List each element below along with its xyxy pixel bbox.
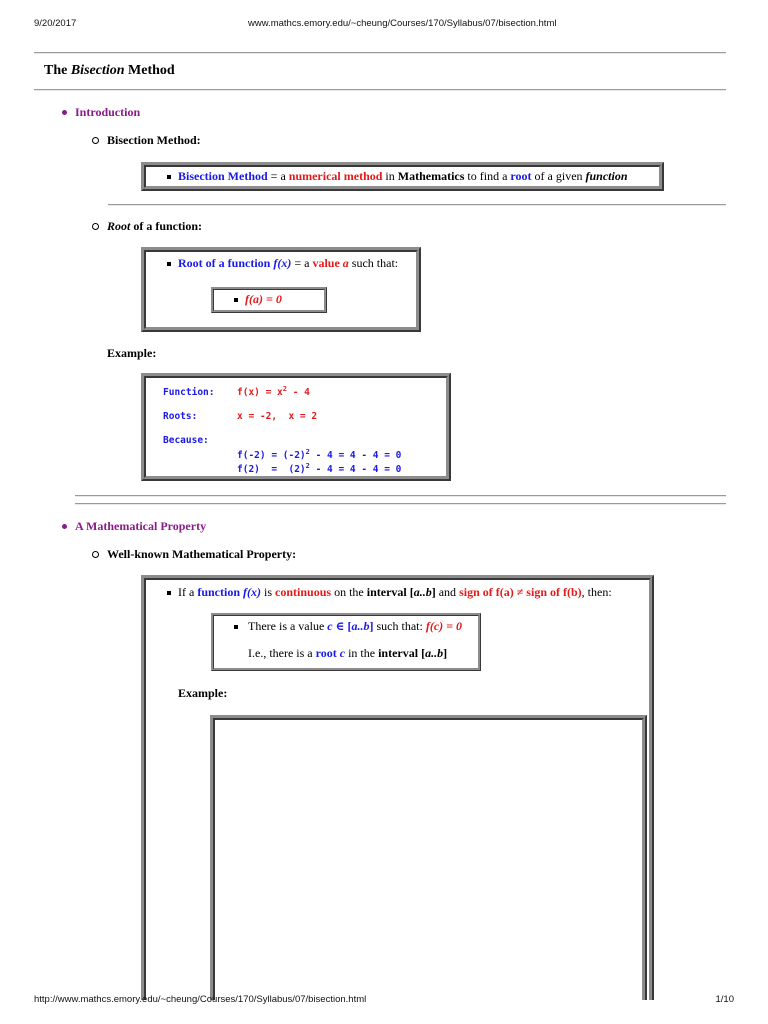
title-divider (34, 52, 726, 54)
bullet-circle-icon (92, 551, 99, 558)
because-line-1: $f(-2) = (-2)^2 - 4 = 4 - 4 = 0$ (237, 448, 402, 461)
root-condition-text: f(a) = 0 (245, 292, 282, 306)
function-label: Function: (163, 387, 215, 398)
property-example-figure (210, 715, 647, 1000)
property-heading: Well-known Mathematical Property: (107, 547, 297, 561)
root-definition-box (141, 247, 421, 332)
section-divider-2 (75, 503, 726, 505)
property-box (141, 575, 654, 1000)
bullet-circle-icon (92, 223, 99, 230)
page-number: 1/10 (715, 994, 734, 1005)
bisection-definition-text: Bisection Method = a numerical method in Mathematics to find a root of a given function (178, 169, 628, 183)
property-conclusion-line-2: I.e., there is a root c in the interval [a..b] (248, 646, 448, 660)
property-statement: If a function f(x) is continuous on the interval [a..b] and sign of f(a) ≠ sign of f(b), then: (178, 585, 612, 599)
example-code-box (141, 373, 451, 481)
root-definition-text: Root of a function f(x) = a value a such that: (178, 256, 399, 270)
because-label: Because: (163, 435, 209, 446)
bisection-heading: Bisection Method: (107, 133, 201, 147)
intro-divider (108, 204, 726, 206)
section-introduction-link[interactable]: Introduction (75, 105, 141, 119)
function-value: $f(x) = x^2 - 4$ (237, 385, 310, 398)
bullet-square-icon (234, 625, 238, 629)
print-footer (0, 994, 768, 1008)
bullet-square-icon (167, 262, 171, 266)
because-line-2: $f(2) = (2)^2 - 4 = 4 - 4 = 0$ (237, 462, 402, 475)
print-header (0, 18, 768, 32)
property-example-heading: Example: (178, 686, 228, 700)
bullet-disc-icon (62, 110, 67, 115)
example-heading: Example: (107, 346, 157, 360)
bullet-square-icon (234, 298, 238, 302)
property-conclusion-box (211, 613, 481, 671)
roots-value: x = -2, x = 2 (237, 411, 318, 422)
bullet-circle-icon (92, 137, 99, 144)
bullet-disc-icon (62, 524, 67, 529)
property-conclusion-line-1: There is a value c ∈ [a..b] such that: f(c) = 0 (248, 619, 462, 633)
roots-label: Roots: (163, 411, 198, 422)
page-title: The Bisection Method (44, 63, 175, 78)
print-date: 9/20/2017 (34, 18, 77, 29)
print-url: www.mathcs.emory.edu/~cheung/Courses/170/Syllabus/07/bisection.html (248, 18, 557, 29)
section-divider-1 (75, 495, 726, 497)
bullet-square-icon (167, 175, 171, 179)
bisection-definition-box (141, 162, 664, 191)
footer-url: http://www.mathcs.emory.edu/~cheung/Courses/170/Syllabus/07/bisection.html (34, 994, 367, 1005)
section-property-link[interactable]: A Mathematical Property (75, 519, 207, 533)
root-condition-box (211, 287, 327, 313)
bullet-square-icon (167, 591, 171, 595)
root-heading: Root of a function: (107, 219, 203, 233)
title-bottom-divider (34, 89, 726, 91)
